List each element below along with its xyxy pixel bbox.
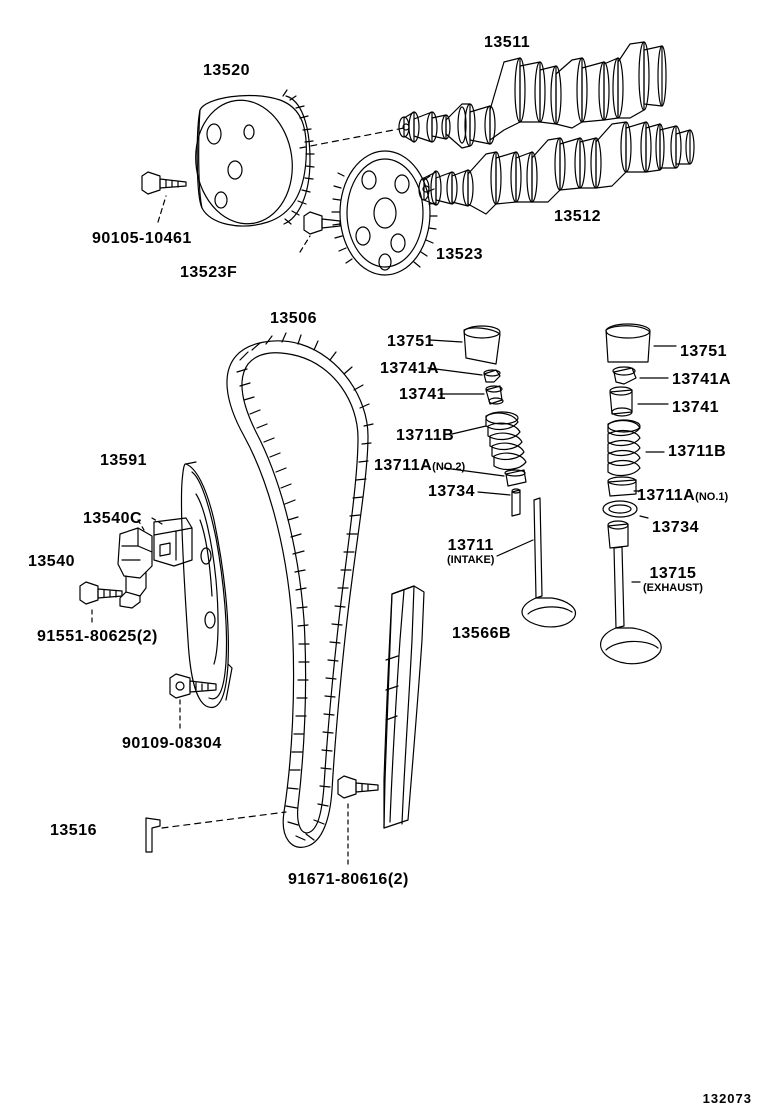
bolt-90109-08304 (170, 674, 216, 698)
label-13540C: 13540C (83, 510, 143, 527)
label-13591: 13591 (100, 452, 147, 469)
valve-lifter-13751-left (464, 326, 500, 364)
valve-lifter-13751-right (606, 324, 650, 362)
bolt-91671-80616 (338, 776, 378, 798)
chain-guide-13566B (384, 586, 424, 828)
chain-guide-13516 (146, 818, 160, 852)
valve-spring-retainer-13741A-right (613, 367, 636, 384)
timing-chain-13506 (227, 333, 373, 847)
label-13711A-no1: 13711A(NO.1) (637, 487, 729, 504)
label-90105-10461: 90105-10461 (92, 230, 192, 247)
valve-spring-seat-13741-right (610, 387, 632, 416)
label-13523: 13523 (436, 246, 483, 263)
chain-tensioner-13540 (118, 528, 152, 608)
label-13711-intake: 13711 (INTAKE) (447, 537, 495, 566)
label-91671-80616: 91671-80616(2) (288, 871, 409, 888)
valve-stem-oil-seal-13734-right (603, 501, 637, 517)
label-13512: 13512 (554, 208, 601, 225)
label-13715-exhaust: 13715 (EXHAUST) (643, 565, 703, 594)
valve-spring-seat-13741-left (486, 386, 503, 404)
label-13741A-right: 13741A (672, 371, 732, 388)
label-13751-left: 13751 (387, 333, 434, 350)
label-91551-80625: 91551-80625(2) (37, 628, 158, 645)
label-13711A-no2: 13711A(NO.2) (374, 457, 466, 474)
valve-spring-seat-13711A-no2-left (505, 470, 526, 486)
bolt-90105-10461 (142, 172, 186, 194)
label-13566B: 13566B (452, 625, 512, 642)
label-90109-08304: 90109-08304 (122, 735, 222, 752)
label-13741-right: 13741 (672, 399, 719, 416)
intake-valve-13711 (522, 498, 575, 627)
valve-spring-retainer-13741A-left (484, 370, 500, 382)
label-13540: 13540 (28, 553, 75, 570)
label-13734-left: 13734 (428, 483, 475, 500)
bolt-91551-80625 (80, 582, 122, 604)
camshaft-exhaust (419, 122, 694, 214)
label-13711B-right: 13711B (668, 443, 727, 460)
label-13734-right: 13734 (652, 519, 699, 536)
label-13511: 13511 (484, 34, 531, 51)
chain-vibration-damper-13591 (181, 462, 232, 707)
valve-stem-oil-seal-13734-left (512, 489, 520, 516)
label-13711B-left: 13711B (396, 427, 455, 444)
diagram-code: 132073 (702, 1091, 752, 1106)
label-13741-left: 13741 (399, 386, 446, 403)
valve-spring-13711B-right (608, 420, 640, 475)
label-13523F: 13523F (180, 264, 238, 281)
label-13516: 13516 (50, 822, 97, 839)
valve-spring-13711B-left (486, 412, 526, 469)
label-13751-right: 13751 (680, 343, 727, 360)
tensioner-bracket-13540C (154, 518, 192, 566)
camshaft-timing-gear-13520 (188, 90, 314, 230)
bolt-13523F (304, 212, 340, 234)
valve-spring-seat-13711A-no1-right (608, 477, 636, 496)
label-13741A-left: 13741A (380, 360, 440, 377)
timing-gear-13523 (332, 151, 437, 275)
label-13520: 13520 (203, 62, 250, 79)
label-13506: 13506 (270, 310, 317, 327)
